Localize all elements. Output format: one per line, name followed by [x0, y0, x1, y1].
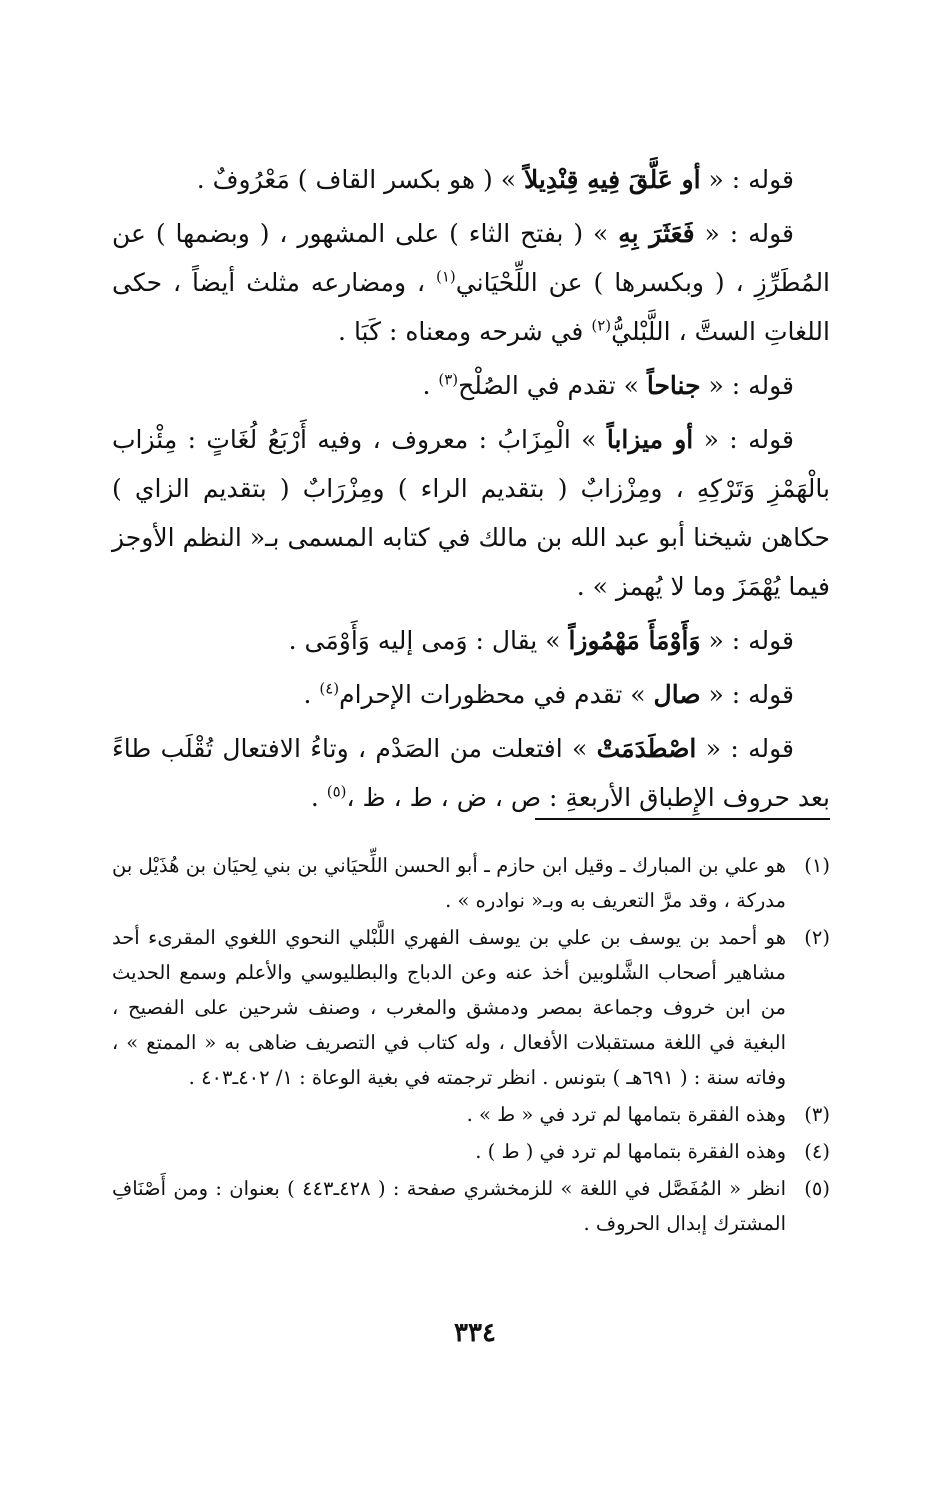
paragraph-text: . — [310, 783, 327, 812]
paragraph-5 — [112, 616, 830, 665]
footnote-number: (٢) — [804, 926, 830, 949]
quoted-term: جناحاً — [646, 371, 701, 400]
paragraph-text: ، ومضارعه مثلث أيضاً ، حكى اللغاتِ الستَّ ، اللَّبْليُّ — [112, 268, 830, 346]
paragraph-2 — [112, 209, 830, 356]
footnote-ref[interactable]: (٥) — [326, 782, 347, 801]
paragraph-text: » افتعلت من الصَدْم ، وتاءُ الافتعال تُقْلَب طاءً بعد حروف الإِطباق الأربعةِ : ص ، ض ، ط ، ظ ، — [112, 734, 830, 812]
paragraph-prefix: قوله : « — [700, 371, 794, 400]
paragraph-prefix: قوله : « — [693, 425, 794, 454]
footnote-text: وهذه الفقرة بتمامها لم ترد في « ط » . — [466, 1103, 786, 1126]
paragraph-prefix: قوله : « — [700, 626, 794, 655]
footnote-text: هو أحمد بن يوسف بن علي بن يوسف الفهري اللَّبْلي النحوي اللغوي المقرىء أحد مشاهير أصحاب الشَّلوبين أخذ عنه وعن الدباج والبطليوسي والأعلم وسمع الحديث من ابن خروف وجماعة بمصر ودمشق والمغرب ، وصنف شرحين على الفصيح ، البغية في اللغة مستقبلات الأفعال ، وله كتاب في التصريف ضاهى به « الممتع » ، وفاته سنة : ( ٦٩١هـ ) بتونس . انظر ترجمته في بغية الوعاة : ١/ ٤٠٢ـ٤٠٣ . — [112, 926, 786, 1089]
footnotes — [112, 848, 830, 1243]
quoted-term: أو عَلَّقَ فِيهِ قِنْدِيلاً — [523, 165, 701, 194]
footnote-text: هو علي بن المبارك ـ وقيل ابن حازم ـ أبو الحسن اللِّحيَاني بن بني لِحيَان بن هُذَيْل بن مدركة ، وقد مرَّ التعريف به وبـ« نوادره » . — [112, 854, 786, 912]
footnote-number: (٤) — [804, 1140, 830, 1163]
main-text — [112, 155, 830, 827]
paragraph-text: » يقال : وَمى إليه وَأَوْمَى . — [288, 626, 569, 655]
footnote-ref[interactable]: (١) — [436, 267, 456, 286]
paragraph-1 — [112, 155, 830, 204]
footnote-5 — [112, 1171, 830, 1241]
paragraph-text: » تقدم في محظورات الإحرام — [339, 680, 654, 709]
paragraph-6 — [112, 670, 830, 719]
quoted-term: أو ميزاباً — [606, 425, 694, 454]
footnote-ref[interactable]: (٢) — [591, 316, 612, 335]
paragraph-text: في شرحه ومعناه : كَبَا . — [338, 317, 592, 346]
paragraph-text: » ( هو بكسر القاف ) مَعْرُوفٌ . — [196, 165, 524, 194]
paragraph-text: » الْمِزَابُ : معروف ، وفيه أَرْبَعُ لُغَاتٍ : مِئْزاب بالْهَمْزِ وَتَرْكِهِ ، ومِزْزابٌ ( بتقديم الراء ) ومِزْرَابٌ ( بتقديم الزاي ) حكاهن شيخنا أبو عبد الله بن مالك في كتابه المسمى بـ« النظم الأوجز فيما يُهْمَزَ وما لا يُهمز » . — [112, 425, 830, 601]
footnote-text: وهذه الفقرة بتمامها لم ترد في ( ط ) . — [475, 1140, 786, 1163]
footnote-number: (١) — [804, 854, 830, 877]
paragraph-4 — [112, 415, 830, 611]
footnote-1 — [112, 848, 830, 918]
footnote-number: (٥) — [804, 1177, 830, 1200]
paragraph-3 — [112, 361, 830, 410]
paragraph-prefix: قوله : « — [700, 680, 794, 709]
quoted-term: اصْطَدَمَتْ — [596, 734, 697, 763]
paragraph-prefix: قوله : « — [696, 734, 794, 763]
footnote-text: انظر « المُفَصَّل في اللغة » للزمخشري صفحة : ( ٤٢٨ـ٤٤٣ ) بعنوان : ومن أَصْنَافِ المشترك إبدال الحروف . — [112, 1177, 787, 1235]
quoted-term: صال — [653, 680, 701, 709]
footnote-ref[interactable]: (٤) — [319, 679, 340, 698]
paragraph-prefix: قوله : « — [700, 165, 794, 194]
footnote-3 — [112, 1097, 830, 1132]
paragraph-text: . — [422, 371, 439, 400]
paragraph-text: . — [303, 680, 320, 709]
footnote-4 — [112, 1134, 830, 1169]
footnote-2 — [112, 920, 830, 1095]
quoted-term: فَعَثَرَ بِهِ — [618, 219, 695, 248]
footnote-separator — [535, 818, 830, 820]
paragraph-prefix: قوله : « — [694, 219, 794, 248]
footnote-ref[interactable]: (٣) — [438, 370, 459, 389]
quoted-term: وَأَوْمَأَ مَهْمُوزاً — [568, 626, 701, 655]
paragraph-7 — [112, 724, 830, 822]
paragraph-text: » ( بفتح الثاء ) على المشهور ، ( وبضمها ) عن المُطَرِّزِ ، ( وبكسرها ) عن اللِّحْيَاني — [112, 219, 831, 297]
paragraph-text: » تقدم في الصُلْح — [458, 371, 647, 400]
page-number: ٣٣٤ — [454, 1318, 496, 1348]
footnote-number: (٣) — [804, 1103, 830, 1126]
